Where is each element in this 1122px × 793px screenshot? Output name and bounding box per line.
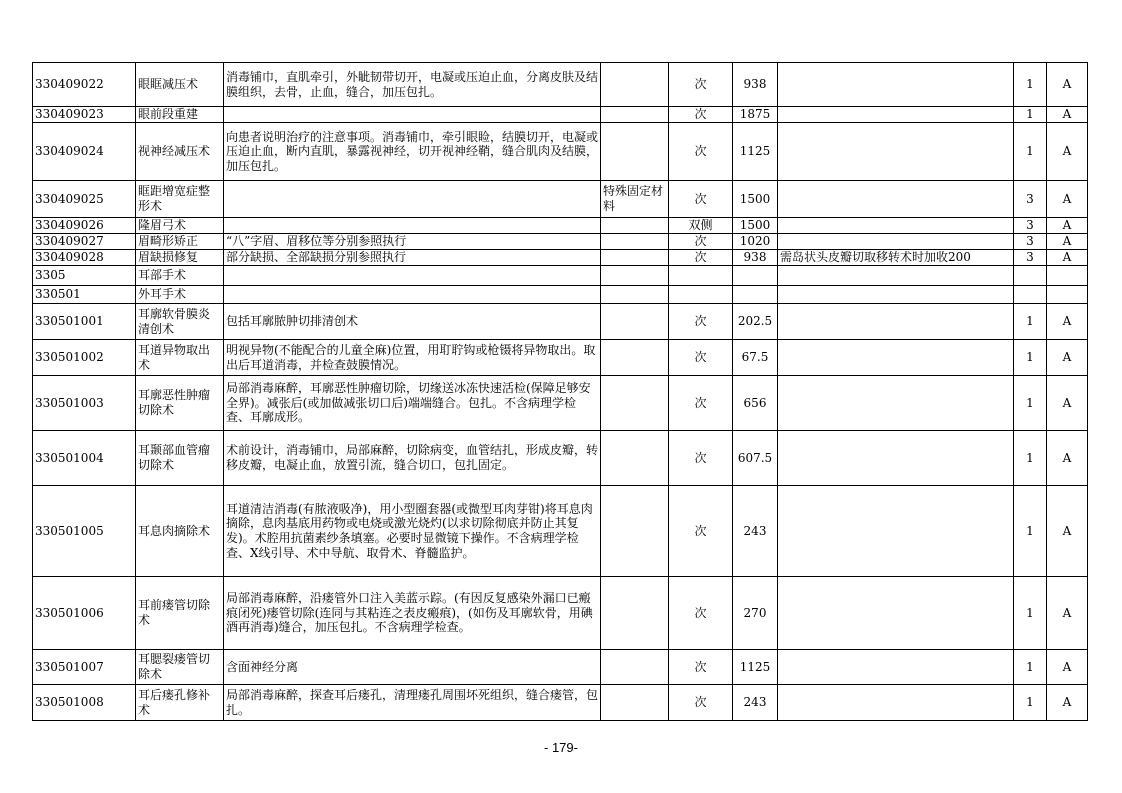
- item-unit: 次: [669, 376, 733, 431]
- item-grade: A: [1047, 123, 1088, 181]
- item-grade: A: [1047, 250, 1088, 266]
- item-content: [224, 218, 601, 234]
- item-unit: 次: [669, 107, 733, 123]
- item-note: [778, 340, 1014, 376]
- item-name: 视神经减压术: [136, 123, 224, 181]
- item-name: 眼前段重建: [136, 107, 224, 123]
- item-name: 眉缺损修复: [136, 250, 224, 266]
- item-exclusions: [601, 218, 669, 234]
- item-price: 67.5: [733, 340, 778, 376]
- item-exclusions: [601, 123, 669, 181]
- item-content: [224, 286, 601, 304]
- item-category: 3: [1014, 234, 1047, 250]
- item-content: 术前设计，消毒铺巾，局部麻醉，切除病变，血管结扎，形成皮瓣，转移皮瓣，电凝止血，放置引流，缝合切口，包扎固定。: [224, 431, 601, 486]
- item-category: 3: [1014, 181, 1047, 218]
- item-category: 1: [1014, 107, 1047, 123]
- item-name: 耳颞部血管瘤切除术: [136, 431, 224, 486]
- item-price: 243: [733, 486, 778, 577]
- item-price: 656: [733, 376, 778, 431]
- item-name: 眼眶减压术: [136, 63, 224, 107]
- item-content: 局部消毒麻醉，探查耳后瘘孔，清理瘘孔周围坏死组织，缝合瘘管，包扎。: [224, 685, 601, 721]
- item-exclusions: [601, 577, 669, 650]
- item-code: 330501002: [33, 340, 136, 376]
- item-content: “八”字眉、眉移位等分别参照执行: [224, 234, 601, 250]
- item-content: 消毒铺巾，直肌牵引，外眦韧带切开，电凝或压迫止血，分离皮肤及结膜组织，去骨，止血，缝合，加压包扎。: [224, 63, 601, 107]
- item-price: 1020: [733, 234, 778, 250]
- table-row: [33, 486, 1088, 577]
- table-row: [33, 685, 1088, 721]
- item-note: [778, 304, 1014, 340]
- item-code: 330409023: [33, 107, 136, 123]
- table-row: [33, 181, 1088, 218]
- table-row: [33, 63, 1088, 107]
- item-code: 330409024: [33, 123, 136, 181]
- item-grade: A: [1047, 234, 1088, 250]
- item-content: [224, 266, 601, 286]
- item-name: 耳廓恶性肿瘤切除术: [136, 376, 224, 431]
- item-price: [733, 266, 778, 286]
- table-row: [33, 577, 1088, 650]
- item-category: 1: [1014, 304, 1047, 340]
- item-name: 耳腮裂瘘管切除术: [136, 650, 224, 685]
- item-category: 1: [1014, 577, 1047, 650]
- item-price: 1500: [733, 181, 778, 218]
- item-code: 330409025: [33, 181, 136, 218]
- item-name: 眉畸形矫正: [136, 234, 224, 250]
- item-unit: 次: [669, 340, 733, 376]
- item-content: 含面神经分离: [224, 650, 601, 685]
- item-exclusions: [601, 234, 669, 250]
- price-table: [32, 62, 1088, 721]
- item-unit: 次: [669, 650, 733, 685]
- table-row: [33, 431, 1088, 486]
- item-note: [778, 218, 1014, 234]
- item-exclusions: [601, 286, 669, 304]
- item-note: 需岛状头皮瓣切取移转术时加收200: [778, 250, 1014, 266]
- item-content: 局部消毒麻醉，沿瘘管外口注入美蓝示踪。(有因反复感染外漏口已瘢痕闭死)瘘管切除(连同与其粘连之表皮瘢痕)，(如伤及耳廓软骨，用碘酒再消毒)缝合，加压包扎。不含病理学检查。: [224, 577, 601, 650]
- item-name: 耳部手术: [136, 266, 224, 286]
- item-grade: A: [1047, 376, 1088, 431]
- item-content: [224, 107, 601, 123]
- item-name: 隆眉弓术: [136, 218, 224, 234]
- item-unit: 次: [669, 304, 733, 340]
- item-exclusions: [601, 650, 669, 685]
- item-unit: 次: [669, 486, 733, 577]
- item-unit: 次: [669, 577, 733, 650]
- item-grade: A: [1047, 486, 1088, 577]
- item-code: 330501001: [33, 304, 136, 340]
- item-grade: A: [1047, 431, 1088, 486]
- item-category: 1: [1014, 340, 1047, 376]
- item-unit: 次: [669, 685, 733, 721]
- item-unit: 双侧: [669, 218, 733, 234]
- item-grade: [1047, 286, 1088, 304]
- item-code: 330501008: [33, 685, 136, 721]
- item-exclusions: [601, 376, 669, 431]
- item-code: 330501003: [33, 376, 136, 431]
- item-name: 耳道异物取出术: [136, 340, 224, 376]
- item-exclusions: [601, 107, 669, 123]
- item-unit: 次: [669, 63, 733, 107]
- item-exclusions: [601, 250, 669, 266]
- item-name: 外耳手术: [136, 286, 224, 304]
- item-price: 202.5: [733, 304, 778, 340]
- item-price: 1500: [733, 218, 778, 234]
- item-note: [778, 234, 1014, 250]
- item-content: 向患者说明治疗的注意事项。消毒铺巾，牵引眼睑，结膜切开，电凝或压迫止血，断内直肌，暴露视神经，切开视神经鞘，缝合肌肉及结膜，加压包扎。: [224, 123, 601, 181]
- table-row: [33, 218, 1088, 234]
- item-code: 330501: [33, 286, 136, 304]
- page-number: - 179-: [544, 740, 578, 755]
- item-category: 1: [1014, 486, 1047, 577]
- table-row: [33, 376, 1088, 431]
- item-note: [778, 266, 1014, 286]
- item-grade: A: [1047, 63, 1088, 107]
- item-code: 330409026: [33, 218, 136, 234]
- item-category: [1014, 286, 1047, 304]
- item-name: 耳廓软骨膜炎清创术: [136, 304, 224, 340]
- item-category: 1: [1014, 376, 1047, 431]
- item-note: [778, 123, 1014, 181]
- item-category: 3: [1014, 250, 1047, 266]
- item-grade: A: [1047, 340, 1088, 376]
- item-exclusions: [601, 266, 669, 286]
- item-category: 3: [1014, 218, 1047, 234]
- item-exclusions: [601, 304, 669, 340]
- item-unit: [669, 266, 733, 286]
- table-row: [33, 286, 1088, 304]
- item-content: 部分缺损、全部缺损分别参照执行: [224, 250, 601, 266]
- item-content: 耳道清洁消毒(有脓液吸净)，用小型圈套器(或微型耳肉芽钳)将耳息肉摘除，息肉基底用药物或电烧或激光烧灼(以求切除彻底并防止其复发)。术腔用抗菌素纱条填塞。必要时显微镜下操作。不含病理学检查、X线引导、术中导航、取骨术、脊髓监护。: [224, 486, 601, 577]
- item-name: 眶距增宽症整形术: [136, 181, 224, 218]
- item-note: [778, 376, 1014, 431]
- table-row: [33, 650, 1088, 685]
- item-note: [778, 181, 1014, 218]
- item-content: 包括耳廓脓肿切排清创术: [224, 304, 601, 340]
- item-note: [778, 577, 1014, 650]
- item-code: 330501004: [33, 431, 136, 486]
- item-exclusions: [601, 486, 669, 577]
- item-grade: A: [1047, 304, 1088, 340]
- item-note: [778, 650, 1014, 685]
- item-unit: 次: [669, 250, 733, 266]
- item-name: 耳息肉摘除术: [136, 486, 224, 577]
- item-grade: A: [1047, 181, 1088, 218]
- item-note: [778, 286, 1014, 304]
- item-price: [733, 286, 778, 304]
- table-row: [33, 107, 1088, 123]
- item-unit: 次: [669, 431, 733, 486]
- item-content: [224, 181, 601, 218]
- item-price: 938: [733, 63, 778, 107]
- item-exclusions: [601, 340, 669, 376]
- item-content: 明视异物(不能配合的儿童全麻)位置，用耵聍钩或枪镊将异物取出。取出后耳道消毒，并检查鼓膜情况。: [224, 340, 601, 376]
- item-category: 1: [1014, 685, 1047, 721]
- item-exclusions: [601, 63, 669, 107]
- item-price: 607.5: [733, 431, 778, 486]
- item-category: 1: [1014, 431, 1047, 486]
- item-exclusions: 特殊固定材料: [601, 181, 669, 218]
- item-grade: A: [1047, 107, 1088, 123]
- item-note: [778, 685, 1014, 721]
- item-price: 243: [733, 685, 778, 721]
- item-unit: 次: [669, 181, 733, 218]
- item-grade: A: [1047, 577, 1088, 650]
- item-note: [778, 431, 1014, 486]
- item-grade: A: [1047, 218, 1088, 234]
- item-category: 1: [1014, 123, 1047, 181]
- table-row: [33, 340, 1088, 376]
- table-row: [33, 304, 1088, 340]
- item-price: 938: [733, 250, 778, 266]
- item-exclusions: [601, 431, 669, 486]
- item-code: 330409022: [33, 63, 136, 107]
- item-price: 1125: [733, 123, 778, 181]
- item-grade: [1047, 266, 1088, 286]
- item-note: [778, 63, 1014, 107]
- item-name: 耳前瘘管切除术: [136, 577, 224, 650]
- item-grade: A: [1047, 650, 1088, 685]
- item-code: 3305: [33, 266, 136, 286]
- table-row: [33, 266, 1088, 286]
- item-category: 1: [1014, 63, 1047, 107]
- item-code: 330501006: [33, 577, 136, 650]
- item-price: 270: [733, 577, 778, 650]
- item-code: 330501005: [33, 486, 136, 577]
- item-code: 330501007: [33, 650, 136, 685]
- item-category: 1: [1014, 650, 1047, 685]
- item-price: 1875: [733, 107, 778, 123]
- item-code: 330409027: [33, 234, 136, 250]
- item-name: 耳后瘘孔修补术: [136, 685, 224, 721]
- table-row: [33, 234, 1088, 250]
- item-content: 局部消毒麻醉，耳廓恶性肿瘤切除，切缘送冰冻快速活检(保障足够安全界)。减张后(或加做减张切口后)端端缝合。包扎。不含病理学检查、耳廓成形。: [224, 376, 601, 431]
- item-unit: [669, 286, 733, 304]
- item-code: 330409028: [33, 250, 136, 266]
- item-note: [778, 107, 1014, 123]
- item-grade: A: [1047, 685, 1088, 721]
- table-row: [33, 123, 1088, 181]
- item-category: [1014, 266, 1047, 286]
- item-note: [778, 486, 1014, 577]
- item-price: 1125: [733, 650, 778, 685]
- table-row: [33, 250, 1088, 266]
- item-exclusions: [601, 685, 669, 721]
- item-unit: 次: [669, 123, 733, 181]
- item-unit: 次: [669, 234, 733, 250]
